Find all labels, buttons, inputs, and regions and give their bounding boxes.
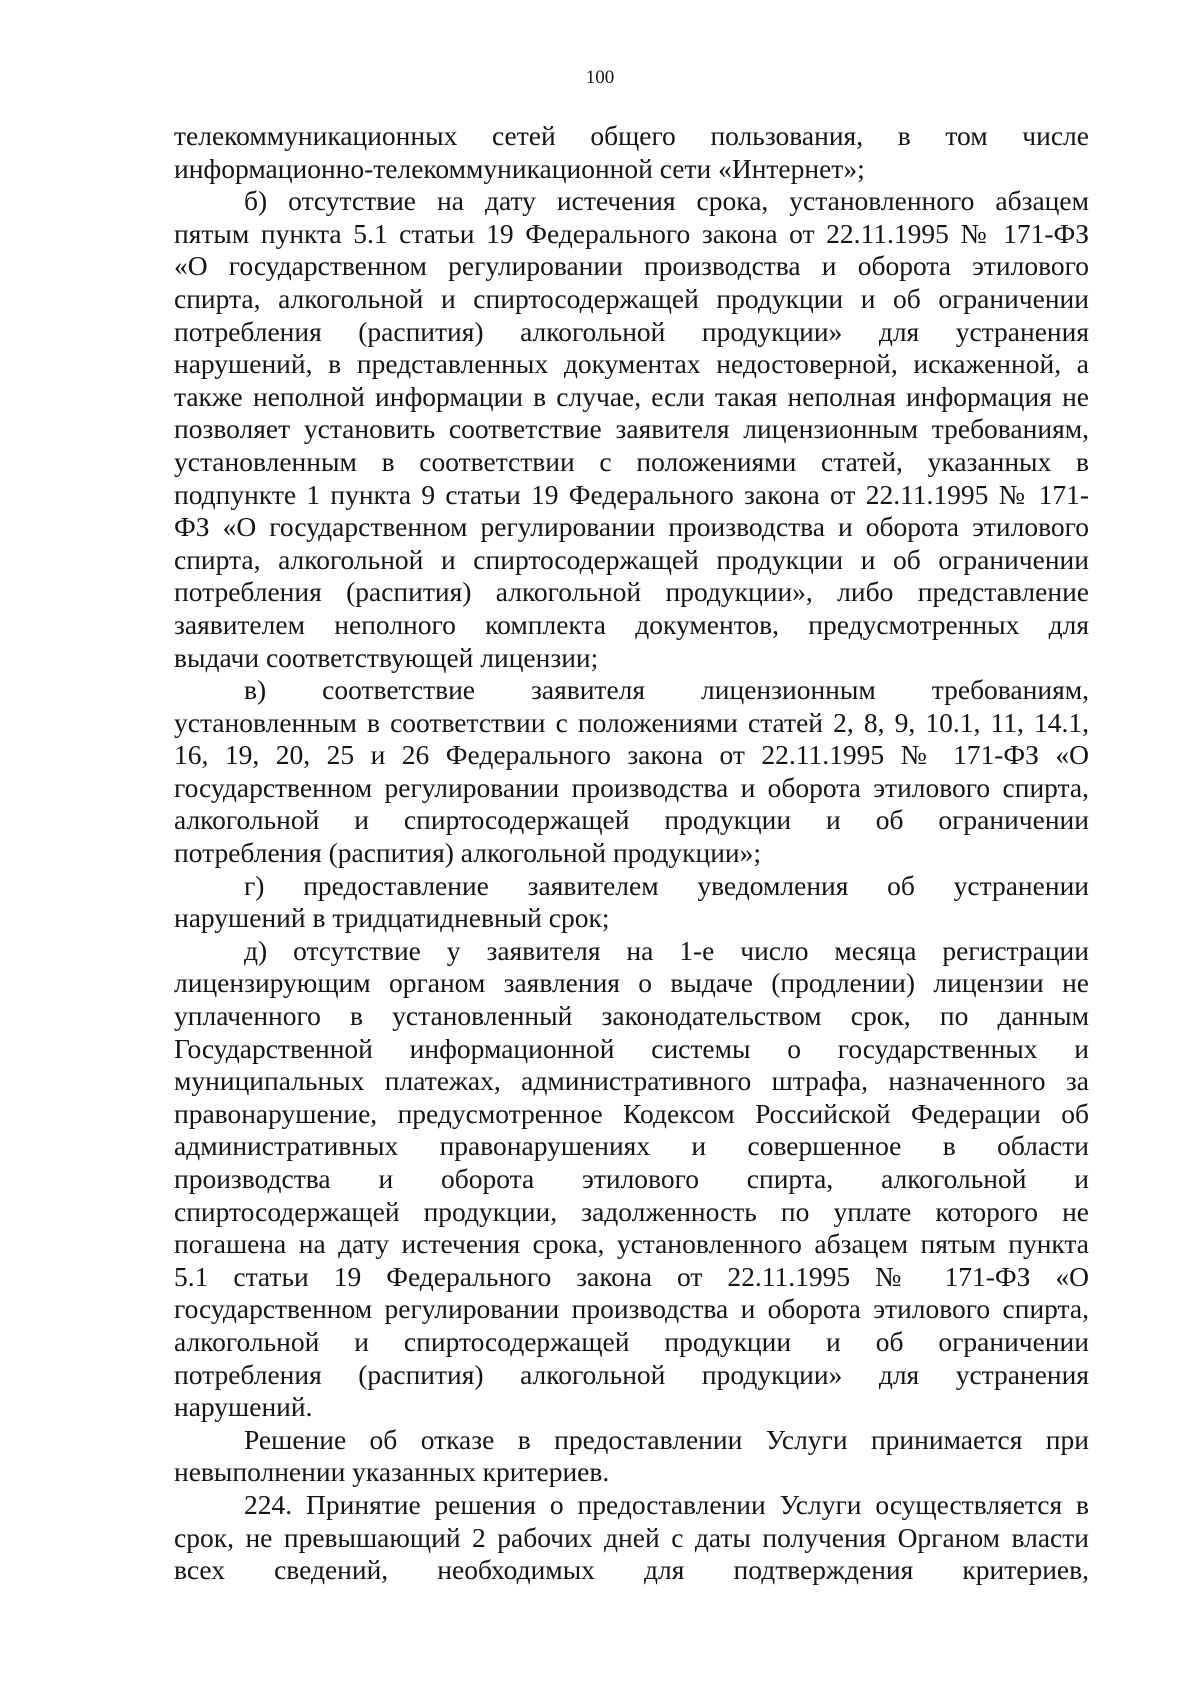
text-line: потребления (распития) алкогольной продукции», либо представление [174,576,1089,608]
text-line: лицензирующим органом заявления о выдаче (продлении) лицензии не [174,967,1089,999]
text-line: выдачи соответствующей лицензии; [174,641,599,673]
text-line: государственном регулировании производства и оборота этилового спирта, [174,771,1089,803]
text-line: 5.1 статьи 19 Федерального закона от 22.11.1995 № 171-ФЗ «О [174,1260,1089,1292]
text-line: позволяет установить соответствие заявителя лицензионным требованиям, [174,413,1089,445]
text-line: телекоммуникационных сетей общего пользования, в том числе [174,120,1089,151]
text-line: нарушений. [174,1391,313,1423]
text-line: алкогольной и спиртосодержащей продукции и об ограничении [174,804,1089,836]
paragraph-refusal-decision [174,1424,1089,1489]
text-line: Государственной информационной системы о государственных и [174,1032,1089,1064]
text-line: правонарушение, предусмотренное Кодексом Российской Федерации об [174,1097,1089,1129]
page-number: 100 [585,67,615,88]
text-line: спиртосодержащей продукции, задолженность по уплате которого не [174,1195,1089,1227]
text-line: спирта, алкогольной и спиртосодержащей продукции и об ограничении [174,543,1089,575]
text-line: всех сведений, необходимых для подтверждения критериев, [174,1554,1089,1586]
text-line: подпункте 1 пункта 9 статьи 19 Федерального закона от 22.11.1995 № 171- [174,478,1089,510]
paragraph-item-d [174,935,1089,1424]
text-line: потребления (распития) алкогольной продукции»; [174,837,762,869]
text-line: нарушений в тридцатидневный срок; [174,902,610,934]
text-line: пятым пункта 5.1 статьи 19 Федерального закона от 22.11.1995 № 171-ФЗ [174,217,1089,249]
paragraph-item-g [174,870,1089,935]
text-line: д) отсутствие у заявителя на 1-е число месяца регистрации [244,934,1089,966]
text-line: государственном регулировании производства и оборота этилового спирта, [174,1293,1089,1325]
text-line: потребления (распития) алкогольной продукции» для устранения [174,1358,1089,1390]
text-line: муниципальных платежах, административного штрафа, назначенного за [174,1065,1089,1097]
text-line: потребления (распития) алкогольной продукции» для устранения [174,315,1089,347]
text-line: ФЗ «О государственном регулировании производства и оборота этилового [174,511,1089,543]
paragraph-clause-224 [174,1489,1089,1587]
text-line: 16, 19, 20, 25 и 26 Федерального закона от 22.11.1995 № 171-ФЗ «О [174,739,1089,771]
text-line: невыполнении указанных критериев. [174,1456,610,1488]
document-body [174,120,1089,1587]
text-line: 224. Принятие решения о предоставлении Услуги осуществляется в [244,1488,1089,1520]
text-line: алкогольной и спиртосодержащей продукции и об ограничении [174,1325,1089,1357]
text-line: г) предоставление заявителем уведомления об устранении [244,869,1089,901]
text-line: производства и оборота этилового спирта, алкогольной и [174,1163,1089,1194]
text-line: Решение об отказе в предоставлении Услуги принимается при [244,1423,1089,1455]
paragraph-intro [174,120,1089,185]
text-line: в) соответствие заявителя лицензионным требованиям, [244,674,1089,706]
text-line: «О государственном регулировании производства и оборота этилового [174,250,1089,282]
text-line: информационно-телекоммуникационной сети «Интернет»; [174,152,865,184]
text-line: также неполной информации в случае, если такая неполная информация не [174,380,1089,412]
paragraph-item-b [174,185,1089,674]
text-line: заявителем неполного комплекта документов, предусмотренных для [174,608,1089,640]
text-line: б) отсутствие на дату истечения срока, установленного абзацем [244,185,1089,217]
text-line: спирта, алкогольной и спиртосодержащей продукции и об ограничении [174,282,1089,314]
paragraph-item-v [174,674,1089,870]
text-line: установленным в соответствии с положениями статей, указанных в [174,445,1089,477]
text-line: административных правонарушениях и совершенное в области [174,1130,1089,1162]
text-line: погашена на дату истечения срока, установленного абзацем пятым пункта [174,1228,1089,1260]
text-line: нарушений, в представленных документах недостоверной, искаженной, а [174,348,1089,380]
text-line: срок, не превышающий 2 рабочих дней с даты получения Органом власти [174,1521,1089,1553]
text-line: установленным в соответствии с положениями статей 2, 8, 9, 10.1, 11, 14.1, [174,706,1089,738]
text-line: уплаченного в установленный законодательством срок, по данным [174,1000,1089,1032]
